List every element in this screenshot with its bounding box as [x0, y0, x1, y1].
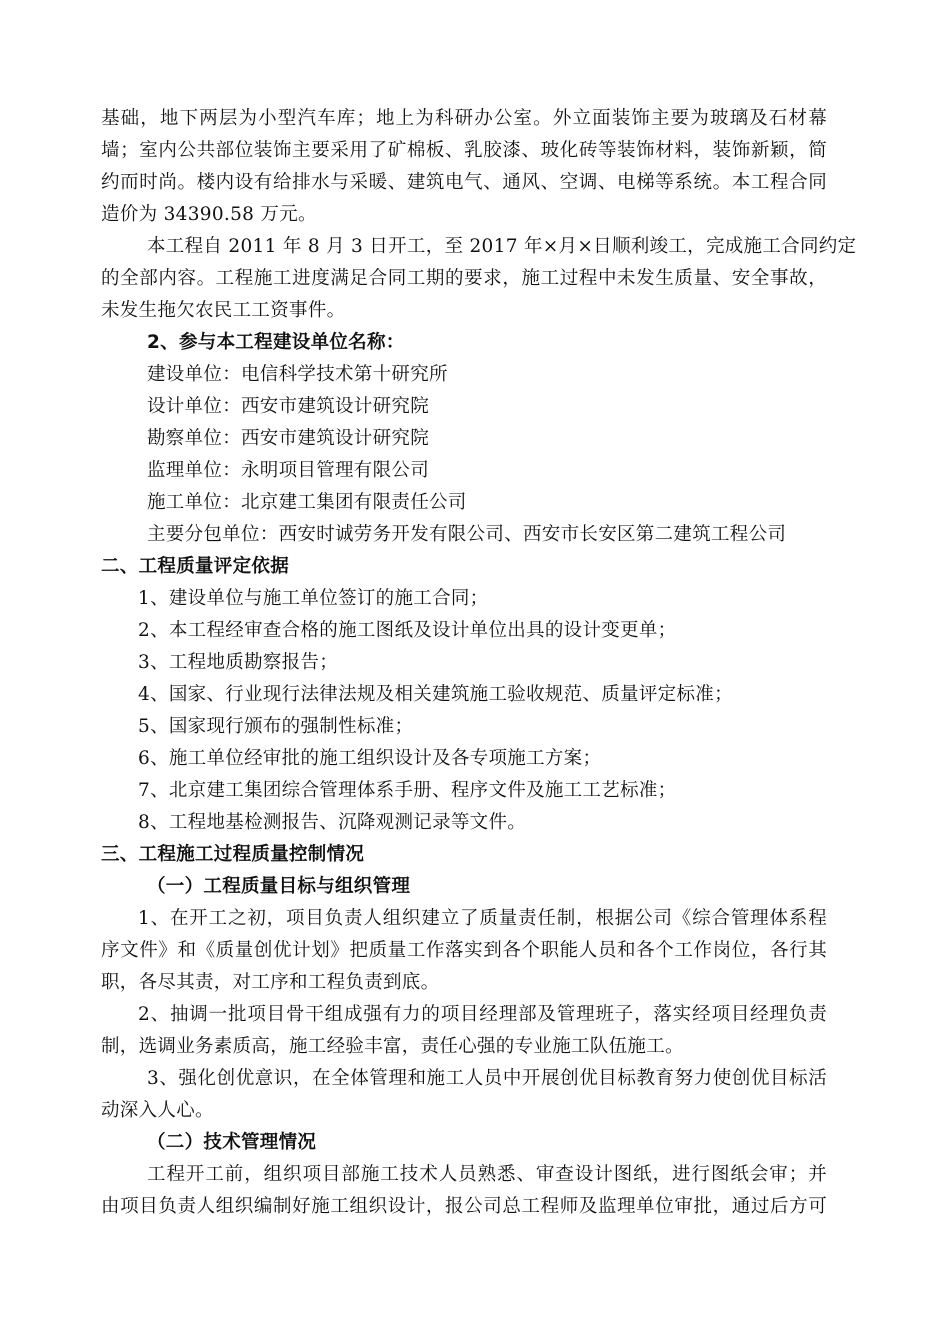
text-line: 的全部内容。工程施工进度满足合同工期的要求，施工过程中未发生质量、安全事故，	[101, 268, 827, 289]
text-line: 制，选调业务素质高，施工经验丰富，责任心强的专业施工队伍施工。	[101, 1036, 684, 1057]
basis-item: 3、工程地质勘察报告；	[138, 652, 339, 673]
text-line: 3、强化创优意识，在全体管理和施工人员中开展创优目标教育努力使创优目标活	[147, 1068, 827, 1089]
section-heading-units: 2、参与本工程建设单位名称：	[147, 332, 405, 353]
text-line: 约而时尚。楼内设有给排水与采暖、建筑电气、通风、空调、电梯等系统。本工程合同	[101, 172, 827, 193]
unit-item: 主要分包单位：西安时诚劳务开发有限公司、西安市长安区第二建筑工程公司	[147, 524, 787, 545]
text-line: 本工程自 2011 年 8 月 3 日开工，至 2017 年×月×日顺利竣工，完成施工合同约定	[147, 236, 857, 257]
text-line: 未发生拖欠农民工工资事件。	[101, 300, 346, 321]
text-line: 职，各尽其责，对工序和工程负责到底。	[101, 972, 440, 993]
text-line: 1、在开工之初，项目负责人组织建立了质量责任制，根据公司《综合管理体系程	[138, 908, 827, 929]
unit-item: 设计单位：西安市建筑设计研究院	[147, 396, 430, 417]
unit-item: 施工单位：北京建工集团有限责任公司	[147, 492, 467, 513]
text-line: 序文件》和《质量创优计划》把质量工作落实到各个职能人员和各个工作岗位，各行其	[101, 940, 827, 961]
text-line: 2、抽调一批项目骨干组成强有力的项目经理部及管理班子，落实经项目经理负责	[138, 1004, 827, 1025]
basis-item: 8、工程地基检测报告、沉降观测记录等文件。	[138, 812, 527, 833]
basis-item: 5、国家现行颁布的强制性标准；	[138, 716, 414, 737]
unit-item: 监理单位：永明项目管理有限公司	[147, 460, 430, 481]
unit-item: 勘察单位：西安市建筑设计研究院	[147, 428, 430, 449]
basis-item: 7、北京建工集团综合管理体系手册、程序文件及施工工艺标准；	[138, 780, 677, 801]
text-line: 动深入人心。	[101, 1100, 214, 1121]
section-heading-basis: 二、工程质量评定依据	[101, 556, 290, 577]
text-line: 工程开工前，组织项目部施工技术人员熟悉、审查设计图纸，进行图纸会审；并	[147, 1164, 827, 1185]
basis-item: 1、建设单位与施工单位签订的施工合同；	[138, 588, 489, 609]
section-heading-control: 三、工程施工过程质量控制情况	[101, 844, 365, 865]
basis-item: 4、国家、行业现行法律法规及相关建筑施工验收规范、质量评定标准；	[138, 684, 733, 705]
unit-item: 建设单位：电信科学技术第十研究所	[147, 364, 448, 385]
subsection-heading-technical: （二）技术管理情况	[147, 1132, 317, 1153]
text-line: 造价为 34390.58 万元。	[101, 204, 317, 225]
subsection-heading-quality: （一）工程质量目标与组织管理	[147, 876, 411, 897]
text-line: 由项目负责人组织编制好施工组织设计，报公司总工程师及监理单位审批，通过后方可	[101, 1196, 827, 1217]
text-line: 墙；室内公共部位装饰主要采用了矿棉板、乳胶漆、玻化砖等装饰材料，装饰新颖，简	[101, 140, 827, 161]
text-line: 基础，地下两层为小型汽车库；地上为科研办公室。外立面装饰主要为玻璃及石材幕	[101, 108, 827, 129]
basis-item: 6、施工单位经审批的施工组织设计及各专项施工方案；	[138, 748, 602, 769]
basis-item: 2、本工程经审查合格的施工图纸及设计单位出具的设计变更单；	[138, 620, 677, 641]
